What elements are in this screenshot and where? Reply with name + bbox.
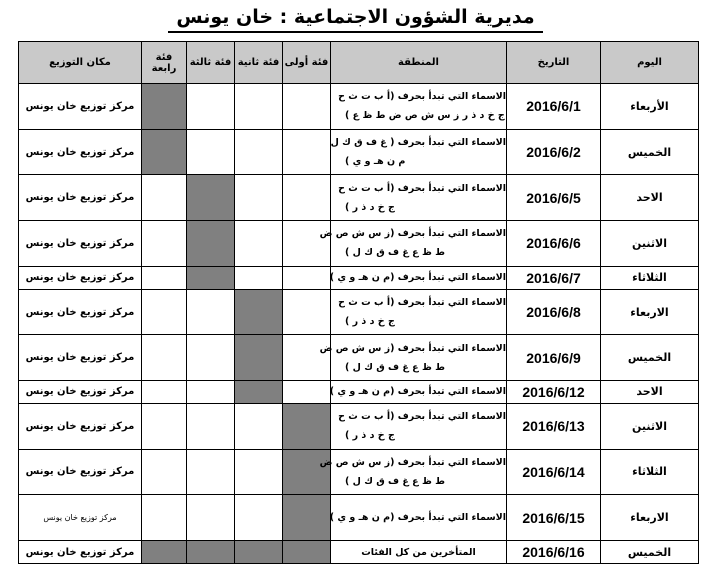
category-1-cell	[283, 541, 331, 564]
category-2-cell	[235, 335, 283, 381]
category-1-cell	[283, 266, 331, 289]
header-day: اليوم	[601, 42, 699, 84]
region-line-2: ط ظ ع غ ف ق ك ل )	[345, 475, 445, 487]
place-cell: مركز توزيع خان يونس	[19, 495, 142, 541]
category-3-cell	[187, 221, 235, 267]
region-line-1: الاسماء التي تبدأ بحرف (م ن هـ و ي )	[329, 512, 506, 524]
date-cell: 2016/6/16	[507, 541, 601, 564]
region-cell	[331, 129, 507, 175]
category-1-cell	[283, 381, 331, 404]
day-cell: الخميس	[601, 541, 699, 564]
region-line-2: ج خ د ذ ر )	[345, 201, 395, 213]
region-cell	[331, 175, 507, 221]
region-line-2: ط ظ ع غ ف ق ك ل )	[345, 247, 445, 259]
table-row	[19, 266, 699, 289]
table-row	[19, 403, 699, 449]
category-3-cell	[187, 129, 235, 175]
category-2-cell	[235, 403, 283, 449]
region-line-2: ط ظ ع غ ف ق ك ل )	[345, 361, 445, 373]
category-1-cell	[283, 495, 331, 541]
category-3-cell	[187, 84, 235, 130]
table-row	[19, 129, 699, 175]
day-cell: الأربعاء	[601, 84, 699, 130]
category-4-cell	[142, 289, 187, 335]
place-cell: مركز توزيع خان يونس	[19, 175, 142, 221]
title-wrap	[0, 2, 711, 36]
category-2-cell	[235, 175, 283, 221]
place-cell: مركز توزيع خان يونس	[19, 266, 142, 289]
region-cell	[331, 403, 507, 449]
region-line-1: الاسماء التي تبدأ بحرف (أ ب ت ث ح	[338, 182, 506, 194]
category-3-cell	[187, 266, 235, 289]
place-cell: مركز توزيع خان يونس	[19, 84, 142, 130]
category-2-cell	[235, 289, 283, 335]
category-4-cell	[142, 221, 187, 267]
category-2-cell	[235, 495, 283, 541]
category-4-cell	[142, 129, 187, 175]
category-1-cell	[283, 403, 331, 449]
date-cell: 2016/6/13	[507, 403, 601, 449]
category-4-cell	[142, 449, 187, 495]
category-4-cell	[142, 84, 187, 130]
table-row	[19, 289, 699, 335]
category-4-cell	[142, 335, 187, 381]
table-row	[19, 175, 699, 221]
page-title: مديرية الشؤون الاجتماعية : خان يونس	[168, 2, 542, 33]
region-cell	[319, 335, 507, 381]
header-cat1: فئة أولى	[283, 42, 331, 84]
date-cell: 2016/6/7	[507, 266, 601, 289]
date-cell: 2016/6/8	[507, 289, 601, 335]
region-line-1: الاسماء التي تبدأ بحرف (ز س ش ص ض	[319, 456, 506, 468]
category-4-cell	[142, 266, 187, 289]
region-line-2: م ن هـ و ي )	[345, 156, 406, 168]
category-4-cell	[142, 403, 187, 449]
region-cell	[331, 495, 507, 541]
place-cell: مركز توزيع خان يونس	[19, 221, 142, 267]
region-line-1: الاسماء التي تبدأ بحرف (ز س ش ص ض	[319, 342, 506, 354]
category-3-cell	[187, 175, 235, 221]
distribution-schedule-table	[18, 41, 699, 564]
header-cat2: فئة ثانية	[235, 42, 283, 84]
day-cell: الاثنين	[601, 221, 699, 267]
table-row	[19, 495, 699, 541]
region-cell	[331, 84, 507, 130]
region-cell	[319, 221, 507, 267]
category-3-cell	[187, 541, 235, 564]
category-1-cell	[283, 175, 331, 221]
region-line-1: المتأخرين من كل الفئات	[361, 546, 476, 558]
category-2-cell	[235, 381, 283, 404]
date-cell: 2016/6/15	[507, 495, 601, 541]
category-4-cell	[142, 175, 187, 221]
place-cell: مركز توزيع خان يونس	[19, 449, 142, 495]
place-cell: مركز توزيع خان يونس	[19, 289, 142, 335]
day-cell: الاثنين	[601, 403, 699, 449]
category-3-cell	[187, 449, 235, 495]
day-cell: الاحد	[601, 175, 699, 221]
category-1-cell	[283, 289, 331, 335]
place-cell: مركز توزيع خان يونس	[19, 541, 142, 564]
region-line-1: الاسماء التي تبدأ بحرف ( غ ف ق ك ل	[330, 137, 506, 149]
header-cat3: فئة ثالثة	[187, 42, 235, 84]
region-line-1: الاسماء التي تبدأ بحرف (ز س ش ص ض	[319, 228, 506, 240]
region-line-1: الاسماء التي تبدأ بحرف (أ ب ت ث ح	[338, 91, 506, 103]
category-4-cell	[142, 541, 187, 564]
region-cell	[331, 381, 507, 404]
header-cat4: فئة رابعة	[142, 42, 187, 84]
date-cell: 2016/6/5	[507, 175, 601, 221]
day-cell: الخميس	[601, 129, 699, 175]
category-3-cell	[187, 403, 235, 449]
day-cell: الاربعاء	[601, 289, 699, 335]
region-cell	[331, 541, 507, 564]
day-cell: الخميس	[601, 335, 699, 381]
category-4-cell	[142, 381, 187, 404]
date-cell: 2016/6/1	[507, 84, 601, 130]
date-cell: 2016/6/9	[507, 335, 601, 381]
header-region: المنطقة	[331, 42, 507, 84]
date-cell: 2016/6/12	[507, 381, 601, 404]
table-row	[19, 541, 699, 564]
region-line-2: ج خ د ذ ر )	[345, 316, 395, 327]
category-3-cell	[187, 495, 235, 541]
category-2-cell	[235, 541, 283, 564]
category-2-cell	[235, 266, 283, 289]
header-place: مكان التوزيع	[19, 42, 142, 84]
region-cell	[331, 266, 507, 289]
category-2-cell	[235, 129, 283, 175]
category-1-cell	[283, 129, 331, 175]
table-body	[19, 84, 699, 564]
header-date: التاريخ	[507, 42, 601, 84]
category-4-cell	[142, 495, 187, 541]
region-line-1: الاسماء التي تبدأ بحرف (م ن هـ و ي )	[329, 386, 506, 398]
table-row	[19, 335, 699, 381]
header-row	[19, 42, 699, 84]
day-cell: الثلاثاء	[601, 449, 699, 495]
region-line-2: ج خ د ذ ر )	[345, 430, 395, 442]
region-line-1: الاسماء التي تبدأ بحرف (أ ب ت ث ح	[338, 297, 506, 308]
date-cell: 2016/6/2	[507, 129, 601, 175]
day-cell: الثلاثاء	[601, 266, 699, 289]
region-cell	[331, 289, 507, 335]
category-1-cell	[283, 84, 331, 130]
region-line-1: الاسماء التي تبدأ بحرف (م ن هـ و ي )	[329, 272, 506, 284]
table-row	[19, 221, 699, 267]
region-cell	[319, 449, 507, 495]
place-cell: مركز توزيع خان يونس	[19, 335, 142, 381]
date-cell: 2016/6/6	[507, 221, 601, 267]
date-cell: 2016/6/14	[507, 449, 601, 495]
day-cell: الاحد	[601, 381, 699, 404]
category-2-cell	[235, 221, 283, 267]
table-row	[19, 381, 699, 404]
region-line-1: الاسماء التي تبدأ بحرف (أ ب ت ث ح	[338, 411, 506, 423]
region-line-2: ج خ د ذ ر ز س ش ص ض ط ظ ع )	[345, 110, 505, 122]
category-2-cell	[235, 449, 283, 495]
table-row	[19, 84, 699, 130]
day-cell: الاربعاء	[601, 495, 699, 541]
place-cell: مركز توزيع خان يونس	[19, 129, 142, 175]
category-3-cell	[187, 289, 235, 335]
category-3-cell	[187, 335, 235, 381]
place-cell: مركز توزيع خان يونس	[19, 381, 142, 404]
place-cell: مركز توزيع خان يونس	[19, 403, 142, 449]
category-2-cell	[235, 84, 283, 130]
table-row	[19, 449, 699, 495]
category-3-cell	[187, 381, 235, 404]
